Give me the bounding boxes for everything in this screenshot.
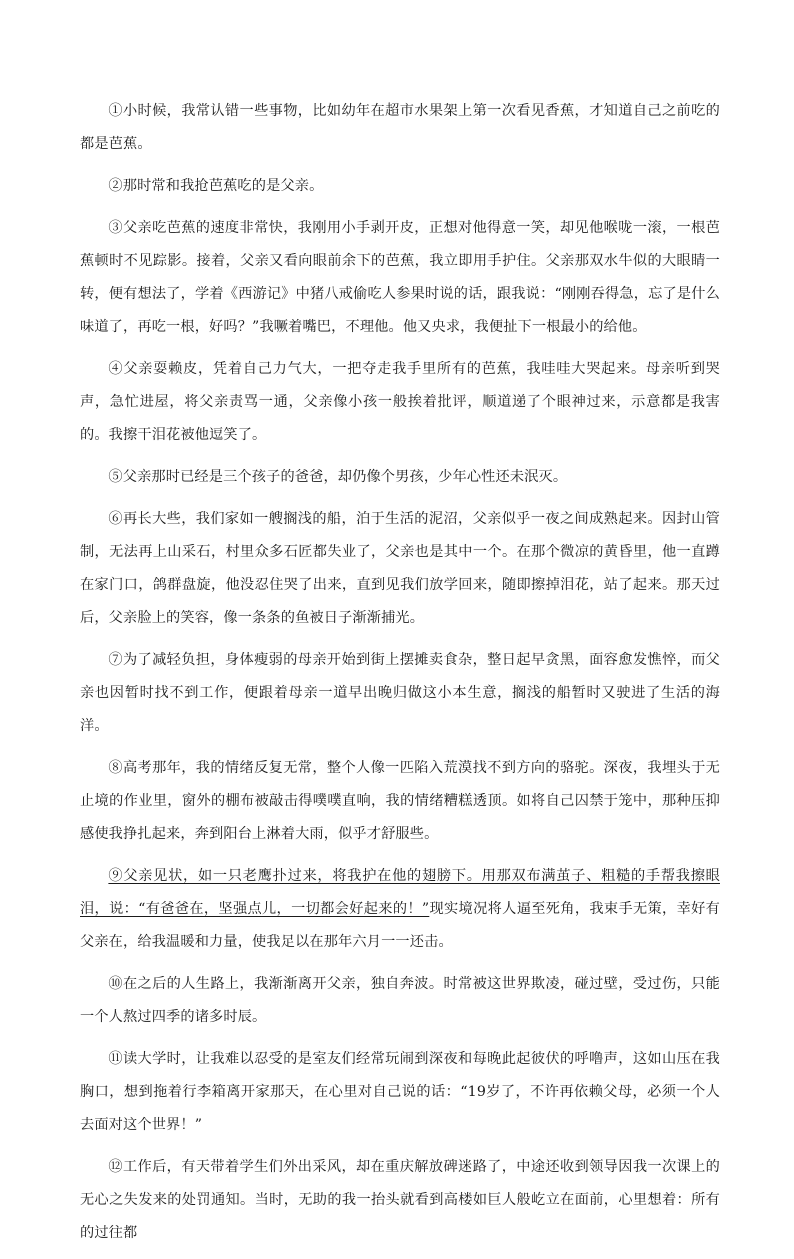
paragraph-5: ⑤父亲那时已经是三个孩子的爸爸，却仍像个男孩，少年心性还未泯灭。	[108, 469, 568, 485]
paragraph-9	[80, 860, 720, 959]
paragraph-9-rest: 现实境况将人逼至死角，我束手无策，幸好有父亲在，给我温暖和力量，使我足以在那年六月一一还击。	[80, 901, 720, 950]
paragraph-3: ③父亲吃芭蕉的速度非常快，我刚用小手剥开皮，正想对他得意一笑，却见他喉咙一滚，一根芭蕉顿时不见踪影。接着，父亲又看向眼前余下的芭蕉，我立即用手护住。父亲那双水牛似的大眼睛一转，便有想法了，学着《西游记》中猪八戒偷吃人参果时说的话，跟我说：“刚刚吞得急，忘了是什么味道了，再吃一根，好吗？”我噘着嘴巴，不理他。他又央求，我便扯下一根最小的给他。	[80, 220, 720, 335]
paragraph-6: ⑥再长大些，我们家如一艘搁浅的船，泊于生活的泥沼，父亲似乎一夜之间成熟起来。因封山管制，无法再上山采石，村里众多石匠都失业了，父亲也是其中一个。在那个微凉的黄昏里，他一直蹲在家门口，鸽群盘旋，他没忍住哭了出来，直到见我们放学回来，随即擦掉泪花，站了起来。那天过后，父亲脸上的笑容，像一条条的鱼被日子渐渐捕光。	[80, 511, 720, 626]
article-body	[80, 95, 720, 1259]
paragraph-2: ②那时常和我抢芭蕉吃的是父亲。	[108, 178, 324, 194]
paragraph-11: ⑪读大学时，让我难以忍受的是室友们经常玩闹到深夜和每晚此起彼伏的呼噜声，这如山压在我胸口，想到拖着行李箱离开家那天，在心里对自己说的话：“19岁了，不许再依赖父母，必须一个人去面对这个世界！”	[80, 1051, 720, 1133]
paragraph-10: ⑩在之后的人生路上，我渐渐离开父亲，独自奔波。时常被这世界欺凌，碰过壁，受过伤，只能一个人熬过四季的诸多时辰。	[80, 976, 720, 1025]
paragraph-1: ①小时候，我常认错一些事物，比如幼年在超市水果架上第一次看见香蕉，才知道自己之前吃的都是芭蕉。	[80, 103, 720, 152]
underlined-sentence: ⑨父亲见状，如一只老鹰扑过来，将我护在他的翅膀下。用那双布满茧子、粗糙的手帮我擦眼泪，说：“有爸爸在，坚强点儿，一切都会好起来的！”	[80, 868, 720, 917]
paragraph-4: ④父亲耍赖皮，凭着自己力气大，一把夺走我手里所有的芭蕉，我哇哇大哭起来。母亲听到哭声，急忙进屋，将父亲责骂一通，父亲像小孩一般挨着批评，顺道递了个眼神过来，示意都是我害的。我擦干泪花被他逗笑了。	[80, 361, 720, 443]
paragraph-8: ⑧高考那年，我的情绪反复无常，整个人像一匹陷入荒漠找不到方向的骆驼。深夜，我埋头于无止境的作业里，窗外的棚布被敲击得噗噗直响，我的情绪糟糕透顶。如将自己囚禁于笼中，那种压抑感使我挣扎起来，奔到阳台上淋着大雨，似乎才舒服些。	[80, 760, 720, 842]
paragraph-12: ⑫工作后，有天带着学生们外出采风，却在重庆解放碑迷路了，中途还收到领导因我一次课上的无心之失发来的处罚通知。当时，无助的我一抬头就看到高楼如巨人般屹立在面前，心里想着：所有的过往都	[80, 1159, 720, 1241]
paragraph-7: ⑦为了减轻负担，身体瘦弱的母亲开始到街上摆摊卖食杂，整日起早贪黑，面容愈发憔悴，而父亲也因暂时找不到工作，便跟着母亲一道早出晚归做这小本生意，搁浅的船暂时又驶进了生活的海洋。	[80, 652, 720, 734]
